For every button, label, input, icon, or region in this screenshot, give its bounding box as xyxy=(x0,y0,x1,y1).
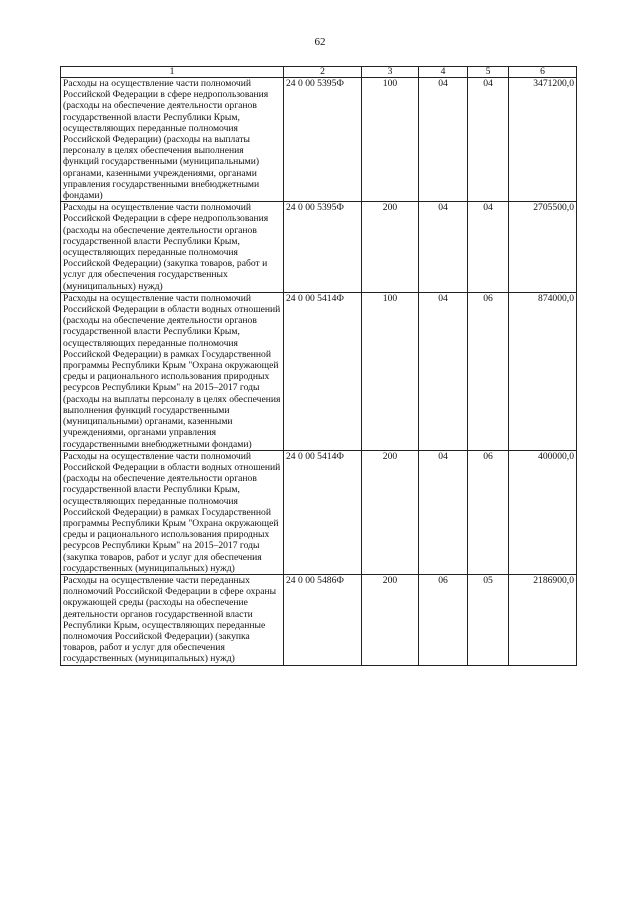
expense-description: Расходы на осуществление части полномочий Российской Федерации в сфере недропользования (расходы на обеспечение деятельности органов государственной власти Республики Крым, осуществляющих переданные полномочия Российской Федерации) (расходы на выплаты персоналу в целях обеспечения выполнения функций государственными (муниципальными) органами, казенными учреждениями, органами управления государственными внебюджетными фондами) xyxy=(61,78,284,202)
table-row xyxy=(61,202,577,293)
column-header: 1 xyxy=(61,67,284,78)
table-row xyxy=(61,292,577,450)
amount-value: 3471200,0 xyxy=(509,78,577,202)
expense-type-code: 100 xyxy=(362,78,419,202)
section-code: 04 xyxy=(419,292,468,450)
expense-type-code: 200 xyxy=(362,574,419,665)
target-article-code: 24 0 00 5486Ф xyxy=(284,574,362,665)
target-article-code: 24 0 00 5395Ф xyxy=(284,202,362,293)
subsection-code: 06 xyxy=(468,292,509,450)
target-article-code: 24 0 00 5414Ф xyxy=(284,292,362,450)
table-row xyxy=(61,574,577,665)
column-header: 5 xyxy=(468,67,509,78)
section-code: 04 xyxy=(419,450,468,574)
section-code: 06 xyxy=(419,574,468,665)
amount-value: 2705500,0 xyxy=(509,202,577,293)
column-header: 6 xyxy=(509,67,577,78)
target-article-code: 24 0 00 5414Ф xyxy=(284,450,362,574)
budget-table xyxy=(60,66,577,666)
table-row xyxy=(61,78,577,202)
amount-value: 874000,0 xyxy=(509,292,577,450)
amount-value: 400000,0 xyxy=(509,450,577,574)
column-header: 2 xyxy=(284,67,362,78)
expense-description: Расходы на осуществление части полномочий Российской Федерации в сфере недропользования (расходы на обеспечение деятельности органов государственной власти Республики Крым, осуществляющих переданные полномочия Российской Федерации) (закупка товаров, работ и услуг для обеспечения государственных (муниципальных) нужд) xyxy=(61,202,284,293)
expense-type-code: 100 xyxy=(362,292,419,450)
subsection-code: 06 xyxy=(468,450,509,574)
section-code: 04 xyxy=(419,78,468,202)
section-code: 04 xyxy=(419,202,468,293)
page-number: 62 xyxy=(314,36,326,48)
header-row xyxy=(61,67,577,78)
expense-type-code: 200 xyxy=(362,202,419,293)
target-article-code: 24 0 00 5395Ф xyxy=(284,78,362,202)
expense-description: Расходы на осуществление части переданных полномочий Российской Федерации в сфере охраны окружающей среды (расходы на обеспечение деятельности органов государственной власти Республики Крым, осуществляющих переданные полномочия Российской Федерации) (закупка товаров, работ и услуг для обеспечения государственных (муниципальных) нужд) xyxy=(61,574,284,665)
subsection-code: 04 xyxy=(468,202,509,293)
amount-value: 2186900,0 xyxy=(509,574,577,665)
expense-description: Расходы на осуществление части полномочий Российской Федерации в области водных отношений (расходы на обеспечение деятельности органов государственной власти Республики Крым, осуществляющих переданные полномочия Российской Федерации) в рамках Государственной программы Республики Крым "Охрана окружающей среды и рационального использования природных ресурсов Республики Крым" на 2015–2017 годы (закупка товаров, работ и услуг для обеспечения государственных (муниципальных) нужд) xyxy=(61,450,284,574)
column-header: 3 xyxy=(362,67,419,78)
column-header: 4 xyxy=(419,67,468,78)
subsection-code: 05 xyxy=(468,574,509,665)
expense-description: Расходы на осуществление части полномочий Российской Федерации в области водных отношений (расходы на обеспечение деятельности органов государственной власти Республики Крым, осуществляющих переданные полномочия Российской Федерации) в рамках Государственной программы Республики Крым "Охрана окружающей среды и рационального использования природных ресурсов Республики Крым" на 2015–2017 годы (расходы на выплаты персоналу в целях обеспечения выполнения функций государственными (муниципальными) органами, казенными учреждениями, органами управления государственными внебюджетными фондами) xyxy=(61,292,284,450)
subsection-code: 04 xyxy=(468,78,509,202)
table-row xyxy=(61,450,577,574)
expense-type-code: 200 xyxy=(362,450,419,574)
